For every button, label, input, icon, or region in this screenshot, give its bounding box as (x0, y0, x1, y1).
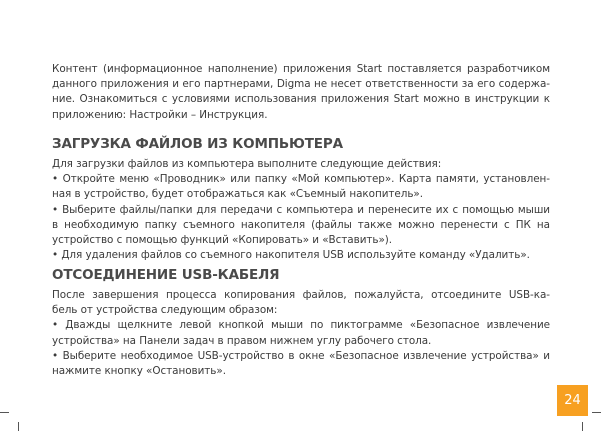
intro-line: ние. Ознакомиться с условиями использования приложения Start можно в инструкции к (52, 93, 550, 106)
upload-line: устройство с помощью функций «Копировать» и «Вставить»). (52, 234, 393, 247)
crop-mark (592, 412, 601, 413)
usb-line: нажмите кнопку «Остановить». (52, 365, 226, 378)
usb-instructions (52, 288, 550, 379)
upload-line: • Выберите файлы/папки для передачи с компьютера и перенесите их с помощью мыши (52, 203, 550, 216)
upload-line: • Для удаления файлов со съемного накопителя USB используйте команду «Удалить». (52, 249, 530, 262)
section-heading-upload: ЗАГРУЗКА ФАЙЛОВ ИЗ КОМПЬЮТЕРА (52, 136, 343, 152)
usb-line: • Дважды щелкните левой кнопкой мыши по пиктограмме «Безопасное извлечение (52, 319, 550, 332)
upload-instructions (52, 157, 550, 263)
usb-line: После завершения процесса копирования файлов, пожалуйста, отсоедините USB-ка- (52, 289, 550, 301)
intro-line: приложению: Настройки – Инструкция. (52, 108, 268, 121)
crop-mark (582, 422, 583, 431)
intro-paragraph (52, 62, 550, 123)
page-number-badge (557, 385, 588, 416)
crop-mark (18, 422, 19, 431)
section-heading-usb: ОТСОЕДИНЕНИЕ USB-КАБЕЛЯ (52, 267, 280, 283)
upload-line: в необходимую папку съемного накопителя (файлы также можно перенести с ПК на (52, 218, 550, 231)
usb-line: • Выберите необходимое USB-устройство в окне «Безопасное извлечение устройства» и (52, 349, 550, 362)
usb-line: бель от устройства следующим образом: (52, 304, 278, 317)
upload-line: Для загрузки файлов из компьютера выполните следующие действия: (52, 158, 442, 170)
upload-line: ная в устройство, будет отображаться как «Съемный накопитель». (52, 188, 423, 201)
crop-mark (0, 412, 9, 413)
usb-line: устройства» на Панели задач в правом нижнем углу рабочего стола. (52, 334, 432, 347)
page-number: 24 (564, 393, 581, 408)
upload-line: • Откройте меню «Проводник» или папку «Мой компьютер». Карта памяти, установлен- (52, 173, 550, 186)
intro-line: данного приложения и его партнерами, Digma не несет ответственности за его содержа- (52, 78, 550, 91)
intro-line: Контент (информационное наполнение) приложения Start поставляется разработчиком (52, 63, 550, 75)
